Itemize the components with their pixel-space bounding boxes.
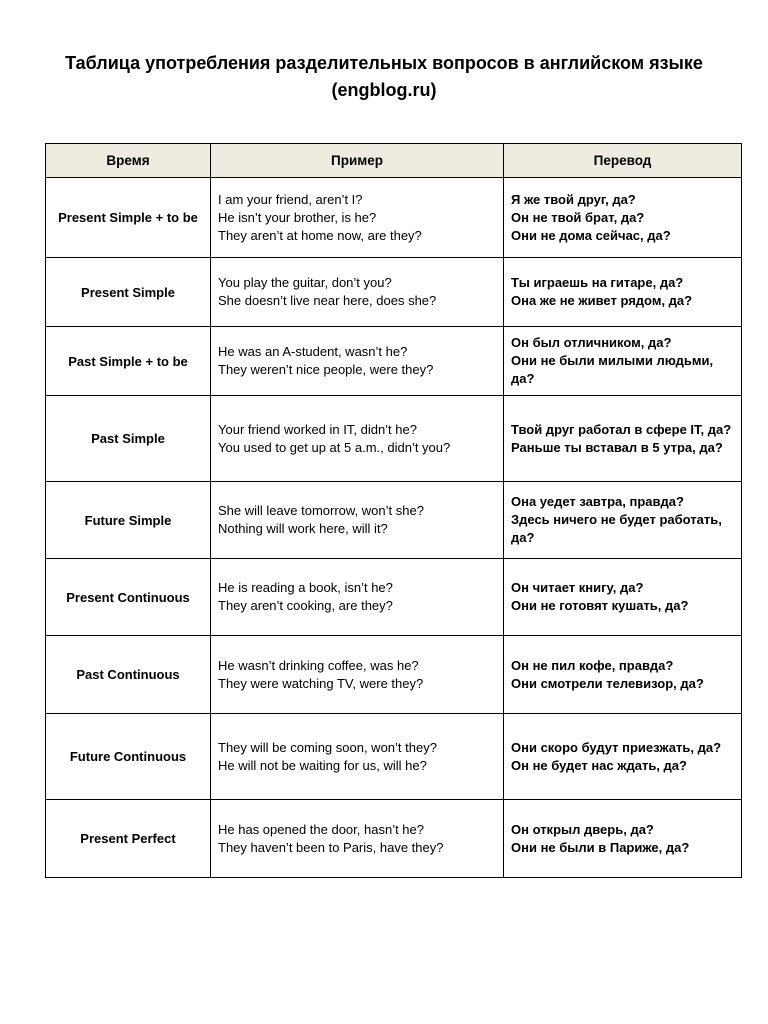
translation-cell (504, 178, 742, 258)
translation-line: Раньше ты вставал в 5 утра, да? (511, 439, 723, 455)
title-line-1: Таблица употребления разделительных вопросов в английском языке (65, 53, 703, 73)
translation-line: Он не будет нас ждать, да? (511, 757, 687, 773)
translation-line: Они не дома сейчас, да? (511, 227, 671, 243)
translation-line: Он открыл дверь, да? (511, 821, 654, 837)
example-line: He isn’t your brother, is he? (218, 209, 377, 225)
example-cell (211, 714, 504, 800)
table-row (46, 482, 742, 559)
translation-line: Она уедет завтра, правда? (511, 494, 684, 509)
example-line: They aren’t at home now, are they? (218, 227, 422, 243)
table-row (46, 559, 742, 636)
table-row (46, 714, 742, 800)
table-row (46, 178, 742, 258)
table-row (46, 258, 742, 327)
table-row (46, 396, 742, 482)
tense-cell: Present Simple (46, 258, 211, 327)
example-line: Your friend worked in IT, didn’t he? (218, 421, 417, 437)
translation-cell (504, 327, 742, 396)
example-line: They were watching TV, were they? (218, 675, 424, 691)
translation-line: Она же не живет рядом, да? (511, 293, 693, 308)
example-line: You used to get up at 5 a.m., didn’t you? (218, 439, 451, 455)
table-header-row (46, 144, 742, 178)
example-cell (211, 258, 504, 327)
document-title (0, 50, 768, 104)
header-translation: Перевод (504, 144, 742, 178)
table-row (46, 327, 742, 396)
example-line: She doesn’t live near here, does she? (218, 293, 437, 308)
translation-cell (504, 714, 742, 800)
example-line: Nothing will work here, will it? (218, 521, 388, 536)
translation-line: Он не твой брат, да? (511, 209, 645, 225)
translation-line: Они не были в Париже, да? (511, 839, 690, 855)
translation-cell (504, 258, 742, 327)
example-cell (211, 482, 504, 559)
header-example: Пример (211, 144, 504, 178)
table-row (46, 800, 742, 878)
tense-cell: Past Continuous (46, 636, 211, 714)
example-cell (211, 636, 504, 714)
translation-line: Я же твой друг, да? (511, 191, 636, 207)
translation-line: Они не были милыми людьми, да? (511, 353, 714, 386)
translation-cell (504, 396, 742, 482)
translation-line: Ты играешь на гитаре, да? (511, 275, 684, 290)
tense-cell: Future Simple (46, 482, 211, 559)
example-line: He was an A-student, wasn’t he? (218, 344, 408, 359)
translation-line: Твой друг работал в сфере IT, да? (511, 421, 732, 437)
example-line: I am your friend, aren’t I? (218, 191, 363, 207)
tense-cell: Past Simple + to be (46, 327, 211, 396)
translation-line: Они смотрели телевизор, да? (511, 675, 704, 691)
example-line: They haven’t been to Paris, have they? (218, 839, 444, 855)
tense-cell: Past Simple (46, 396, 211, 482)
translation-cell (504, 482, 742, 559)
translation-cell (504, 559, 742, 636)
example-line: She will leave tomorrow, won’t she? (218, 503, 424, 518)
translation-cell (504, 800, 742, 878)
example-cell (211, 178, 504, 258)
example-cell (211, 327, 504, 396)
example-cell (211, 800, 504, 878)
example-line: He has opened the door, hasn’t he? (218, 821, 424, 837)
translation-line: Он был отличником, да? (511, 335, 672, 350)
example-line: He is reading a book, isn’t he? (218, 580, 393, 595)
example-cell (211, 559, 504, 636)
title-line-2: (engblog.ru) (331, 80, 437, 100)
tense-cell: Present Continuous (46, 559, 211, 636)
example-line: They aren’t cooking, are they? (218, 598, 393, 613)
example-line: He wasn’t drinking coffee, was he? (218, 657, 419, 673)
translation-line: Они скоро будут приезжать, да? (511, 739, 722, 755)
translation-line: Они не готовят кушать, да? (511, 598, 689, 613)
example-cell (211, 396, 504, 482)
translation-line: Он читает книгу, да? (511, 580, 644, 595)
header-tense: Время (46, 144, 211, 178)
example-line: They will be coming soon, won’t they? (218, 739, 437, 755)
translation-line: Он не пил кофе, правда? (511, 657, 674, 673)
example-line: He will not be waiting for us, will he? (218, 757, 427, 773)
example-line: You play the guitar, don’t you? (218, 275, 392, 290)
translation-cell (504, 636, 742, 714)
example-line: They weren’t nice people, were they? (218, 362, 434, 377)
tag-questions-table (45, 143, 742, 878)
translation-line: Здесь ничего не будет работать, да? (511, 512, 722, 545)
tense-cell: Present Simple + to be (46, 178, 211, 258)
table-row (46, 636, 742, 714)
tense-cell: Future Continuous (46, 714, 211, 800)
tense-cell: Present Perfect (46, 800, 211, 878)
